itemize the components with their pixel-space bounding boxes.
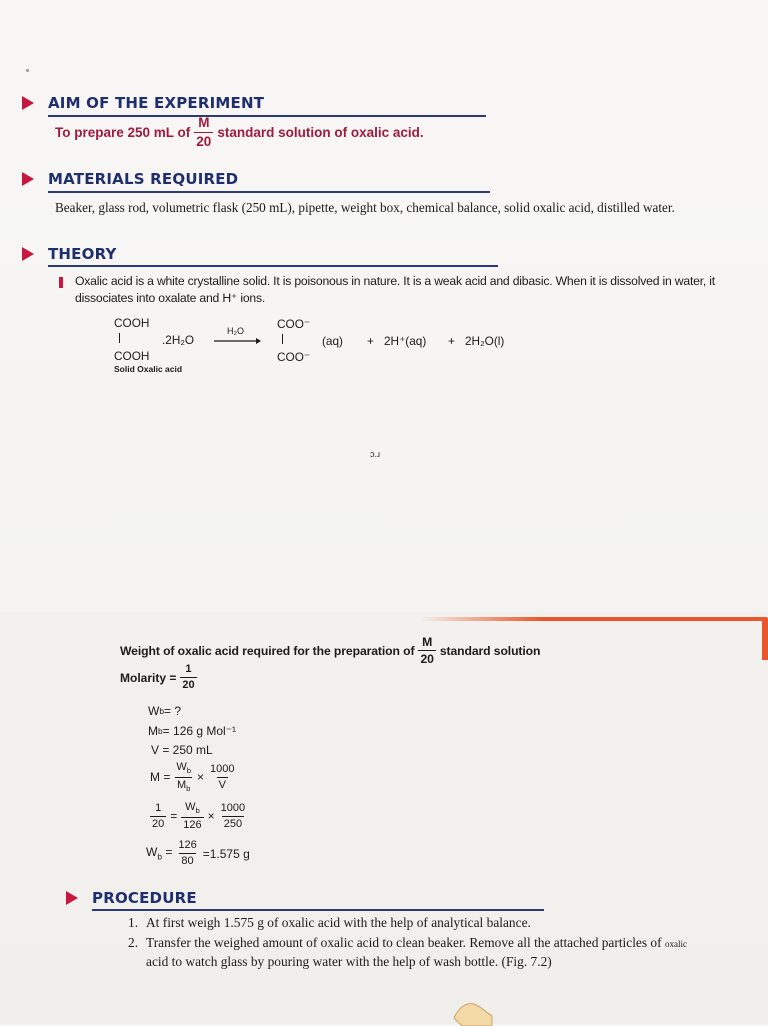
procedure-heading-text: PROCEDURE: [92, 889, 197, 907]
procedure-rule: [92, 909, 544, 911]
page-marker: ɔ.ɹ: [370, 449, 380, 459]
step-number: 1.: [128, 915, 139, 930]
aim-heading-text: AIM OF THE EXPERIMENT: [48, 94, 265, 112]
list-item: [128, 934, 748, 970]
frac-den: 80: [181, 855, 194, 867]
cooh-top: COOH: [114, 316, 150, 330]
result-lhs: $W_b$ =: [146, 845, 173, 862]
list-item: [128, 914, 748, 931]
substitution-line: [146, 802, 251, 831]
aim-text-after: standard solution of oxalic acid.: [217, 124, 424, 140]
molarity-label: Molarity =: [120, 670, 177, 685]
theory-heading: [22, 245, 117, 263]
weight-title-after: standard solution: [439, 643, 541, 658]
result-fraction: [176, 840, 198, 867]
frac-num: 1: [185, 663, 192, 675]
frac-num: $W_b$: [185, 801, 200, 816]
frac-num: 1000: [220, 801, 246, 814]
theory-heading-text: THEORY: [48, 245, 117, 263]
cooh-bottom: COOH: [114, 349, 150, 363]
theory-rule: [48, 265, 498, 267]
frac-den: 20: [152, 817, 165, 830]
molarity-formula: [150, 762, 241, 793]
procedure-heading: [66, 889, 197, 907]
water-product: 2H₂O(l): [465, 334, 505, 348]
frac-num: $W_b$: [176, 761, 192, 776]
materials-heading-text: MATERIALS REQUIRED: [48, 170, 239, 188]
materials-rule: [48, 191, 490, 193]
aim-text-before: To prepare 250 mL of: [55, 124, 191, 140]
formula-frac-2: [208, 764, 236, 791]
plus-sign: +: [367, 334, 374, 348]
frac-den: 20: [182, 679, 195, 691]
arrow-bullet-icon: [22, 172, 34, 186]
equation-caption: Solid Oxalic acid: [114, 364, 183, 374]
materials-heading: [22, 170, 238, 188]
weight-title: [120, 636, 540, 665]
step-text-part-2: acid to watch glass by pouring water with the help of wash bottle. (Fig. 7.2): [146, 954, 552, 969]
coo-bottom: COO⁻: [277, 350, 311, 364]
step-text: [146, 934, 687, 970]
procedure-list: [128, 914, 748, 973]
materials-text: Beaker, glass rod, volumetric flask (250 mL), pipette, weight box, chemical balance, solid oxalic acid, distilled water.: [55, 200, 675, 215]
red-page-corner: [762, 620, 768, 660]
result-value: =1.575 g: [202, 846, 250, 861]
bond-line: [119, 333, 120, 343]
molarity-fraction: [180, 664, 196, 691]
theory-text: Oxalic acid is a white crystalline solid. It is poisonous in nature. It is a weak acid and dibasic. When it is dissolved in water, it dissociates into oxalate and H⁺ ions.: [75, 274, 715, 305]
arrow-label: H₂O: [227, 326, 244, 336]
aim-heading: [22, 94, 264, 112]
speck: [26, 69, 29, 72]
plus-sign: +: [448, 334, 455, 348]
step-text-tail: oxalic: [664, 939, 687, 949]
frac-den: V: [218, 778, 226, 791]
reaction-arrow-icon: [214, 337, 262, 345]
coo-top: COO⁻: [277, 317, 311, 331]
frac-num: 1000: [210, 762, 235, 775]
aim-frac-num: M: [198, 115, 210, 130]
hydrogen-ions: 2H⁺(aq): [384, 334, 427, 348]
arrow-bullet-icon: [22, 247, 34, 261]
aq-state: (aq): [322, 334, 343, 348]
aim-frac-den: 20: [196, 133, 212, 149]
weight-title-before: Weight of oxalic acid required for the preparation of: [120, 643, 415, 658]
times-sign: ×: [207, 809, 215, 824]
weight-title-fraction: [418, 636, 435, 665]
aim-fraction: [194, 116, 213, 148]
result-line: [146, 840, 250, 867]
water-of-crystallisation: .2H₂O: [162, 333, 195, 347]
formula-lhs: M =: [150, 770, 171, 785]
equals-sign: =: [170, 809, 178, 824]
frac-den: 20: [420, 652, 434, 667]
frac-num: 126: [178, 839, 197, 851]
arrow-bullet-icon: [22, 96, 34, 110]
frac-num: 1: [155, 801, 162, 814]
times-sign: ×: [197, 770, 205, 785]
aim-statement: [55, 116, 424, 148]
hand-icon: [452, 996, 496, 1026]
sub-frac-1: [181, 802, 203, 831]
formula-frac-1: [174, 762, 193, 793]
molarity-line: [120, 664, 201, 691]
frac-den: 126: [183, 818, 202, 831]
step-text-part-1: Transfer the weighed amount of oxalic acid to clean beaker. Remove all the attached particles of: [146, 935, 662, 950]
arrow-bullet-icon: [66, 891, 78, 905]
volume: V = 250 mL: [151, 743, 213, 757]
sub-lhs-fraction: [150, 803, 166, 830]
frac-num: M: [422, 635, 433, 649]
step-text: At first weigh 1.575 g of oxalic acid with the help of analytical balance.: [146, 915, 531, 930]
molar-mass: M b = 126 g Mol⁻¹: [148, 724, 237, 738]
square-bullet-icon: [59, 277, 63, 288]
bond-line: [282, 334, 283, 344]
frac-den: 250: [223, 817, 243, 830]
frac-den: $M_b$: [176, 778, 191, 794]
wb-unknown: W b = ?: [148, 704, 182, 718]
sub-frac-2: [219, 803, 247, 830]
red-page-edge: [420, 617, 768, 621]
step-number: 2.: [128, 935, 139, 950]
